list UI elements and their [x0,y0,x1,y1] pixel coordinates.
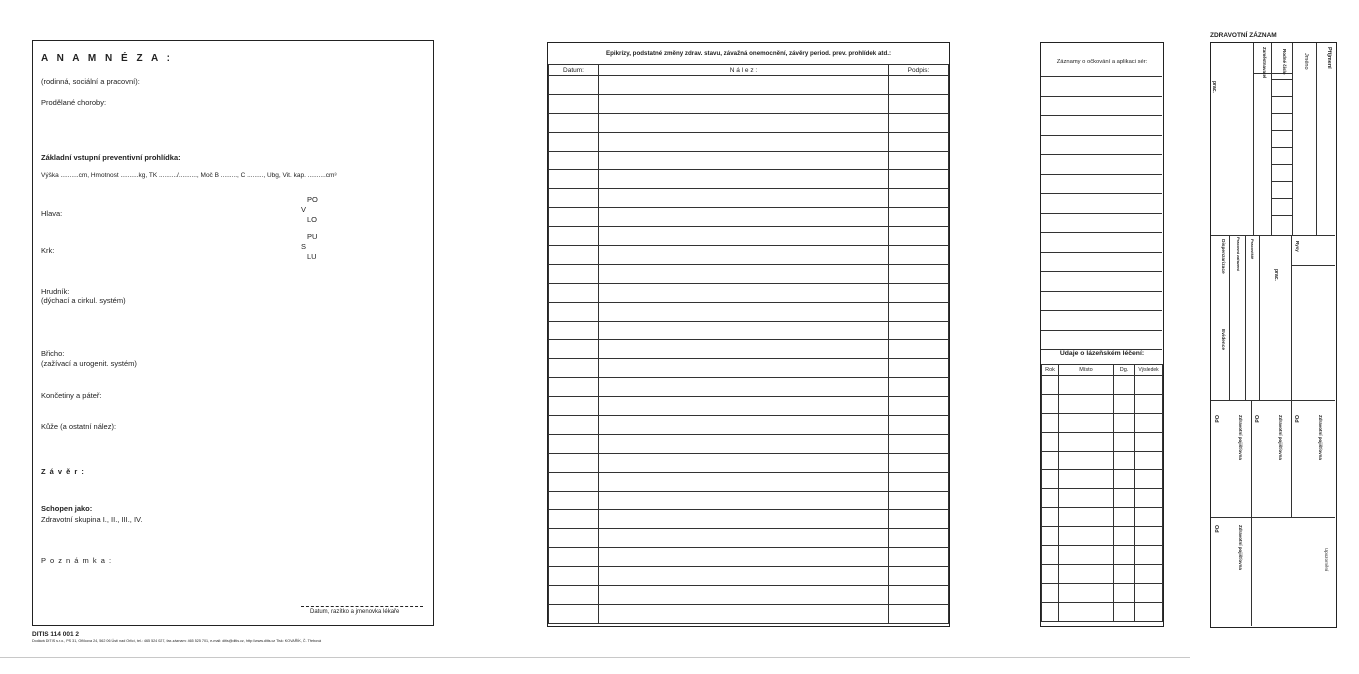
vacc-row [1041,271,1162,291]
table-row [549,491,949,510]
zamestnavatel-label: Zaměstnavatel [1262,47,1267,79]
divider [1292,43,1293,235]
table-cell [1135,432,1163,451]
exam-title: Základní vstupní preventivní prohlídka: [41,153,181,162]
table-cell [889,567,949,586]
table-cell [549,529,599,548]
table-cell [1059,546,1114,565]
zaver-label: Z á v ě r : [41,467,85,476]
vacc-row [1041,310,1162,330]
table-cell [889,434,949,453]
od2-label: Od [1253,415,1259,423]
bottom-divider [0,657,1190,658]
table-cell [549,246,599,265]
table-row [549,340,949,359]
vacc-row [1041,76,1162,96]
v-label: V [301,205,307,214]
table-cell [1135,564,1163,583]
table-cell [1114,394,1135,413]
lu-label: LU [307,252,317,261]
table-cell [599,529,889,548]
divider [1211,517,1335,518]
table-row [549,510,949,529]
table-cell [549,434,599,453]
kuze-label: Kůže (a ostatní nález): [41,422,117,431]
table-cell [1042,527,1059,546]
zp2-label: Zdravotní pojišťovna [1278,415,1283,460]
table-cell [1114,470,1135,489]
table-cell [599,189,889,208]
table-cell [599,359,889,378]
vacc-row [1041,213,1162,233]
table-cell [599,453,889,472]
signature-line [301,606,423,607]
bricho-label: Břicho: [41,349,65,358]
table-cell [599,340,889,359]
table-cell [549,586,599,605]
table-cell [1042,413,1059,432]
table-cell [549,227,599,246]
table-row [1042,546,1163,565]
col-rok: Rok [1042,365,1059,376]
table-cell [549,397,599,416]
table-cell [549,453,599,472]
divider [1253,43,1254,235]
table-row [549,548,949,567]
vacc-row [1041,330,1162,350]
vacc-row [1041,174,1162,194]
table-row [549,264,949,283]
table-cell [1042,376,1059,395]
evidence-label: Evidence [1220,329,1225,351]
epicrisis-page [547,42,950,627]
table-cell [1135,394,1163,413]
health-record-card [1210,42,1337,628]
vacc-row [1041,154,1162,174]
table-cell [889,246,949,265]
zp4-label: Zdravotní pojišťovna [1238,525,1243,570]
table-cell [599,472,889,491]
box-divider [1271,198,1292,199]
pracoviste-label: Pracoviště [1250,239,1255,260]
table-row [1042,413,1163,432]
box-divider [1271,147,1292,148]
table-cell [1059,583,1114,602]
table-cell [599,434,889,453]
table-cell [889,151,949,170]
table-cell [1059,432,1114,451]
epicrisis-table [548,64,949,624]
table-row [549,378,949,397]
table-row [549,246,949,265]
table-cell [549,208,599,227]
divider [1291,235,1292,400]
jmeno-label: Jméno [1303,53,1309,70]
table-row [549,567,949,586]
table-cell [1059,564,1114,583]
table-cell [549,416,599,435]
table-cell [549,151,599,170]
table-cell [1059,470,1114,489]
table-row [1042,489,1163,508]
table-cell [889,113,949,132]
table-cell [889,529,949,548]
divider [1316,43,1317,235]
table-row [549,113,949,132]
table-cell [549,132,599,151]
spa-header: Údaje o lázeňském léčení: [1059,350,1145,357]
table-cell [599,491,889,510]
table-row [549,472,949,491]
table-cell [599,302,889,321]
table-cell [549,604,599,623]
table-cell [599,283,889,302]
table-cell [1059,489,1114,508]
od3-label: Od [1293,415,1299,423]
box-divider [1271,215,1292,216]
table-row [1042,376,1163,395]
table-cell [1114,527,1135,546]
table-cell [1042,546,1059,565]
table-cell [1135,546,1163,565]
table-cell [889,472,949,491]
divider [1211,400,1335,401]
box-divider [1271,164,1292,165]
table-cell [1114,451,1135,470]
table-cell [889,340,949,359]
table-row [1042,470,1163,489]
prijmeni-label: Příjmení [1326,47,1332,69]
divider [1251,400,1252,517]
table-cell [599,548,889,567]
table-row [1042,602,1163,621]
table-cell [889,132,949,151]
table-cell [1135,527,1163,546]
table-cell [549,76,599,95]
table-cell [889,604,949,623]
table-cell [1042,470,1059,489]
table-row [549,397,949,416]
table-cell [889,76,949,95]
col-dg: Dg. [1114,365,1135,376]
table-cell [549,264,599,283]
table-row [1042,527,1163,546]
table-cell [599,132,889,151]
divider [1245,235,1246,400]
bricho-sub: (zažívací a urogenit. systém) [41,359,137,368]
table-cell [1114,413,1135,432]
table-cell [599,113,889,132]
table-cell [1135,602,1163,621]
table-cell [1042,564,1059,583]
box-divider [1271,181,1292,182]
table-row [549,302,949,321]
table-row [549,283,949,302]
table-cell [1114,376,1135,395]
table-cell [599,246,889,265]
form-code: DITIS 114 001 2 [32,631,79,638]
table-cell [549,548,599,567]
table-cell [599,321,889,340]
table-cell [889,378,949,397]
table-cell [1135,376,1163,395]
box-divider [1271,79,1292,80]
table-cell [1042,432,1059,451]
table-cell [889,491,949,510]
vacc-rows [1041,76,1162,369]
vacc-row [1041,291,1162,311]
table-cell [889,189,949,208]
spa-table [1041,364,1163,622]
koncetiny-label: Končetiny a páteř: [41,391,102,400]
hlava-label: Hlava: [41,209,63,218]
schopen-label: Schopen jako: [41,504,93,513]
vacc-header: Záznamy o očkování a aplikaci sér: [1056,59,1148,65]
prac2-label: prac. [1273,269,1279,281]
table-cell [889,359,949,378]
divider [1251,517,1252,626]
table-cell [889,510,949,529]
table-cell [549,170,599,189]
table-cell [549,94,599,113]
table-cell [599,151,889,170]
table-cell [549,567,599,586]
pu-label: PU [307,232,318,241]
signature-label: Datum, razítko a jmenovka lékaře [310,609,400,615]
col-sign: Podpis: [889,65,949,76]
table-row [1042,583,1163,602]
table-row [549,529,949,548]
table-cell [1042,394,1059,413]
table-cell [599,510,889,529]
table-cell [1135,413,1163,432]
table-cell [1059,508,1114,527]
table-cell [889,227,949,246]
table-cell [1135,489,1163,508]
table-row [549,151,949,170]
rodne-cislo-label: Rodné číslo [1282,49,1287,75]
s-label: S [301,242,307,251]
table-row [1042,451,1163,470]
table-cell [1059,394,1114,413]
divider [1271,43,1272,235]
lo-label: LO [307,215,318,224]
vaccination-page [1040,42,1164,627]
table-cell [1114,602,1135,621]
table-cell [889,208,949,227]
epicrisis-header: Epikrízy, podstatné změny zdrav. stavu, závažná onemocnění, závěry period. prev. prohlídek atd.: [605,50,892,57]
od1-label: Od [1213,415,1219,423]
col-vysledek: Výsledek [1135,365,1163,376]
table-row [1042,432,1163,451]
table-cell [889,264,949,283]
table-cell [599,170,889,189]
hrudnik-label: Hrudník: [41,287,70,296]
footer-text: Dodává DITIS s.r.o., PS 31, Ořlíkova 24, 562 06 Ústí nad Orlicí, tel.: 465 524 027, fax-záznam: 465 525 701, e-mail: ditis@ditis.cz, http://www.ditis.cz Tisk: KOVAŘÍK, Č. Třebová [32,639,322,643]
table-cell [549,189,599,208]
vacc-row [1041,252,1162,272]
table-cell [889,283,949,302]
table-cell [1042,489,1059,508]
table-cell [599,227,889,246]
table-cell [549,472,599,491]
table-cell [889,548,949,567]
table-cell [1135,583,1163,602]
zp3-label: Zdravotní pojišťovna [1318,415,1323,460]
table-row [549,434,949,453]
table-row [549,227,949,246]
vacc-row [1041,193,1162,213]
prac1-label: prac. [1211,81,1217,93]
table-cell [599,94,889,113]
table-row [549,208,949,227]
table-cell [889,94,949,113]
table-cell [1135,451,1163,470]
table-cell [1114,508,1135,527]
table-cell [599,416,889,435]
table-cell [889,170,949,189]
table-cell [889,321,949,340]
divider [1291,400,1292,517]
anamnesis-title: A N A M N É Z A : [41,53,173,64]
table-row [1042,564,1163,583]
box-divider [1271,130,1292,131]
divider [1229,235,1230,400]
table-cell [889,586,949,605]
table-cell [889,416,949,435]
po-label: PO [307,195,318,204]
poznamka-label: P o z n á m k a : [41,556,113,565]
table-cell [1114,583,1135,602]
table-cell [1059,413,1114,432]
table-cell [1042,583,1059,602]
upozorneni-label: Upozornění [1324,548,1329,572]
table-cell [889,397,949,416]
od4-label: Od [1213,525,1219,533]
table-cell [599,567,889,586]
table-cell [1059,602,1114,621]
col-date: Datum: [549,65,599,76]
table-cell [549,321,599,340]
table-cell [599,264,889,283]
table-row [549,586,949,605]
table-cell [889,453,949,472]
table-row [549,189,949,208]
table-row [549,132,949,151]
table-cell [599,604,889,623]
divider [1259,235,1260,400]
col-finding: N á l e z : [599,65,889,76]
table-cell [549,340,599,359]
table-cell [1059,527,1114,546]
table-cell [549,378,599,397]
measure-line: Výška ..........cm, Hmotnost ..........kg, TK ........../.........., Moč B ........., C ........., Ubg, Vit. kap. ..........cm³ [41,172,337,179]
table-cell [549,302,599,321]
rysy-label: Rysy [1295,241,1300,252]
krk-label: Krk: [41,246,55,255]
table-row [549,604,949,623]
table-row [549,359,949,378]
pracovni-zarazeni-label: Pracovní zařazení [1236,237,1241,271]
table-cell [549,113,599,132]
hrudnik-sub: (dýchací a cirkul. systém) [41,296,126,305]
box-divider [1271,96,1292,97]
table-cell [1059,451,1114,470]
skupina-label: Zdravotní skupina I., II., III., IV. [41,515,143,524]
divider [1291,265,1335,266]
anamnesis-page [32,40,434,626]
table-cell [549,359,599,378]
table-cell [549,510,599,529]
table-cell [1114,432,1135,451]
table-row [1042,394,1163,413]
vacc-row [1041,232,1162,252]
table-cell [549,283,599,302]
table-row [1042,508,1163,527]
table-cell [1042,602,1059,621]
table-row [549,94,949,113]
anamnesis-subtitle: (rodinná, sociální a pracovní): [41,77,140,86]
table-row [549,416,949,435]
table-row [549,321,949,340]
table-cell [1114,546,1135,565]
dispenzarni-label: Dispenzarizace [1220,239,1225,274]
table-cell [599,378,889,397]
health-record-title: ZDRAVOTNÍ ZÁZNAM [1210,32,1277,39]
table-cell [599,208,889,227]
prev-diseases-label: Prodělané choroby: [41,98,107,107]
table-row [549,453,949,472]
vacc-row [1041,115,1162,135]
table-cell [1042,508,1059,527]
table-row [549,170,949,189]
vacc-row [1041,135,1162,155]
table-cell [1114,489,1135,508]
table-cell [1042,451,1059,470]
table-row [549,76,949,95]
vacc-row [1041,96,1162,116]
table-cell [1059,376,1114,395]
table-cell [889,302,949,321]
table-cell [599,76,889,95]
zp1-label: Zdravotní pojišťovna [1238,415,1243,460]
table-cell [599,397,889,416]
box-divider [1271,113,1292,114]
table-cell [599,586,889,605]
col-misto: Místo [1059,365,1114,376]
table-cell [549,491,599,510]
table-cell [1114,564,1135,583]
table-cell [1135,470,1163,489]
table-cell [1135,508,1163,527]
